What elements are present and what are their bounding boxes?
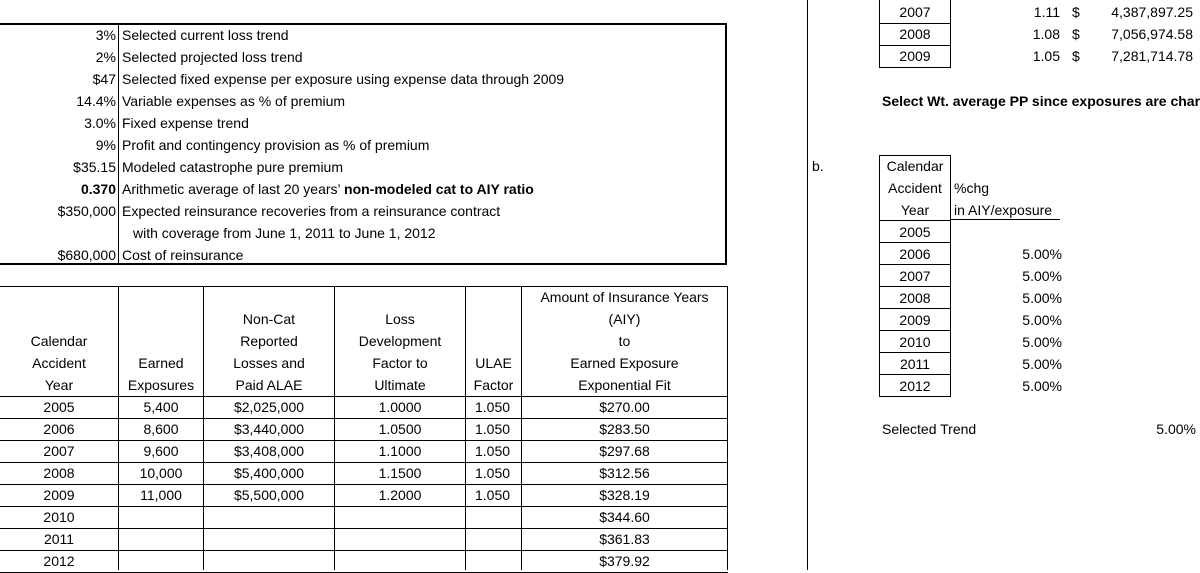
cell-year: 2010 — [43, 509, 75, 525]
partb-chg: 5.00% — [1022, 246, 1062, 262]
rt-amount: 7,281,714.78 — [1111, 48, 1193, 64]
cell-ldf: 1.0000 — [378, 399, 422, 415]
assumption-label: Selected projected loss trend — [122, 49, 303, 65]
assumption-label: Cost of reinsurance — [122, 247, 244, 263]
assumption-value: 3% — [95, 27, 116, 43]
header-ulae-2: Factor — [473, 377, 514, 393]
cell-year: 2008 — [43, 465, 75, 481]
partb-chg: 5.00% — [1022, 290, 1062, 306]
header-ldf-2: Development — [358, 333, 442, 349]
partb-year: 2007 — [899, 268, 931, 284]
cell-ulae: 1.050 — [475, 399, 511, 415]
cell-ulae: 1.050 — [475, 487, 511, 503]
header-exposures-1: Earned — [138, 355, 184, 371]
cell-losses: $3,408,000 — [233, 443, 305, 459]
header-calendar-2: Accident — [32, 355, 86, 371]
header-losses-3: Losses and — [233, 355, 305, 371]
cell-ldf: 1.0500 — [378, 421, 422, 437]
assumption-value: 3.0% — [84, 115, 116, 131]
assumption-label: with coverage from June 1, 2011 to June 1, 2012 — [133, 225, 436, 241]
cell-ldf: 1.1500 — [378, 465, 422, 481]
cell-losses: $3,440,000 — [233, 421, 305, 437]
assumption-value: $47 — [92, 71, 116, 87]
header-aiy-3: to — [618, 333, 631, 349]
partb-chg: 5.00% — [1022, 378, 1062, 394]
header-ulae-1: ULAE — [475, 355, 512, 371]
assumption-label: Profit and contingency provision as % of premium — [122, 137, 430, 153]
assumption-value: $350,000 — [57, 203, 116, 219]
header-exposures-2: Exposures — [127, 377, 195, 393]
cell-year: 2009 — [43, 487, 75, 503]
assumption-label: Modeled catastrophe pure premium — [122, 159, 344, 175]
partb-year: 2010 — [899, 334, 931, 350]
cell-aiy: $283.50 — [599, 421, 650, 437]
assumption-value: 9% — [95, 137, 116, 153]
cell-exposures: 9,600 — [143, 443, 179, 459]
cell-aiy: $344.60 — [599, 509, 650, 525]
cell-year: 2007 — [43, 443, 75, 459]
cell-exposures: 11,000 — [140, 487, 182, 503]
rt-year: 2008 — [899, 26, 931, 42]
rt-factor: 1.08 — [1032, 26, 1060, 42]
header-aiy-2: (AIY) — [608, 311, 641, 327]
assumption-label: Expected reinsurance recoveries from a reinsurance contract — [122, 203, 501, 219]
cell-ldf: 1.2000 — [378, 487, 422, 503]
cell-exposures: 8,600 — [143, 421, 179, 437]
partb-chg: 5.00% — [1022, 334, 1062, 350]
header-losses-1: Non-Cat — [242, 311, 296, 327]
partb-chg: 5.00% — [1022, 356, 1062, 372]
selected-trend-label: Selected Trend — [882, 421, 977, 437]
cell-losses: $5,500,000 — [233, 487, 305, 503]
partb-chg: 5.00% — [1022, 312, 1062, 328]
section-divider — [807, 0, 808, 570]
rt-amount: 4,387,897.25 — [1111, 4, 1193, 20]
header-ldf-1: Loss — [385, 311, 415, 327]
rt-dollar: $ — [1072, 26, 1080, 42]
assumption-label: Fixed expense trend — [122, 115, 249, 131]
partb-chg-header-1: %chg — [954, 180, 990, 196]
cell-exposures: 5,400 — [143, 399, 179, 415]
cell-aiy: $328.19 — [599, 487, 650, 503]
partb-header-3: Year — [900, 202, 930, 218]
cell-year: 2006 — [43, 421, 75, 437]
assumption-label-text: Arithmetic average of last 20 years’ — [122, 181, 345, 197]
partb-year: 2008 — [899, 290, 931, 306]
partb-header-1: Calendar — [886, 158, 944, 174]
assumption-label-bold: non-modeled cat to AIY ratio — [344, 181, 534, 197]
cell-aiy: $312.56 — [599, 465, 650, 481]
cell-aiy: $270.00 — [599, 399, 650, 415]
cell-losses: $5,400,000 — [233, 465, 305, 481]
cell-aiy: $361.83 — [599, 531, 650, 547]
select-note: Select Wt. average PP since exposures are char — [882, 93, 1200, 109]
header-losses-2: Reported — [240, 333, 298, 349]
partb-year: 2009 — [899, 312, 931, 328]
rt-year: 2007 — [899, 4, 931, 20]
assumption-value: 0.370 — [80, 181, 116, 197]
rt-dollar: $ — [1072, 4, 1080, 20]
rt-factor: 1.11 — [1033, 4, 1060, 20]
header-calendar-1: Calendar — [30, 333, 88, 349]
cell-ulae: 1.050 — [475, 465, 511, 481]
partb-year: 2011 — [899, 356, 931, 372]
partb-year: 2012 — [899, 378, 931, 394]
cell-year: 2011 — [43, 531, 75, 547]
rt-factor: 1.05 — [1032, 48, 1060, 64]
assumption-label: Selected current loss trend — [122, 27, 289, 43]
cell-ldf: 1.1000 — [378, 443, 422, 459]
header-losses-4: Paid ALAE — [235, 377, 303, 393]
cell-losses: $2,025,000 — [233, 399, 305, 415]
header-aiy-5: Exponential Fit — [578, 377, 671, 393]
assumption-label — [122, 178, 534, 200]
header-aiy-1: Amount of Insurance Years — [540, 289, 709, 305]
assumption-label: Selected fixed expense per exposure using expense data through 2009 — [122, 71, 565, 87]
partb-header-2: Accident — [888, 180, 942, 196]
selected-trend-value: 5.00% — [1156, 421, 1196, 437]
partb-chg: 5.00% — [1022, 268, 1062, 284]
assumption-value: 2% — [95, 49, 116, 65]
rt-dollar: $ — [1072, 48, 1080, 64]
assumption-value: $35.15 — [73, 159, 116, 175]
cell-exposures: 10,000 — [139, 465, 183, 481]
header-ldf-3: Factor to — [372, 355, 428, 371]
part-b-label: b. — [812, 158, 824, 174]
partb-year: 2006 — [899, 246, 931, 262]
header-aiy-4: Earned Exposure — [570, 355, 679, 371]
partb-year: 2005 — [899, 224, 931, 240]
cell-year: 2012 — [43, 553, 75, 569]
assumption-value: 14.4% — [76, 93, 116, 109]
assumption-value: $680,000 — [57, 247, 116, 263]
header-calendar-3: Year — [44, 377, 74, 393]
header-ldf-4: Ultimate — [374, 377, 426, 393]
partb-chg-header-2: in AIY/exposure — [954, 202, 1053, 218]
cell-ulae: 1.050 — [475, 421, 511, 437]
cell-aiy: $297.68 — [599, 443, 650, 459]
rt-year: 2009 — [899, 48, 931, 64]
cell-aiy: $379.92 — [599, 553, 650, 569]
assumption-label: Variable expenses as % of premium — [122, 93, 346, 109]
cell-year: 2005 — [43, 399, 75, 415]
rt-amount: 7,056,974.58 — [1111, 26, 1193, 42]
cell-ulae: 1.050 — [475, 443, 511, 459]
